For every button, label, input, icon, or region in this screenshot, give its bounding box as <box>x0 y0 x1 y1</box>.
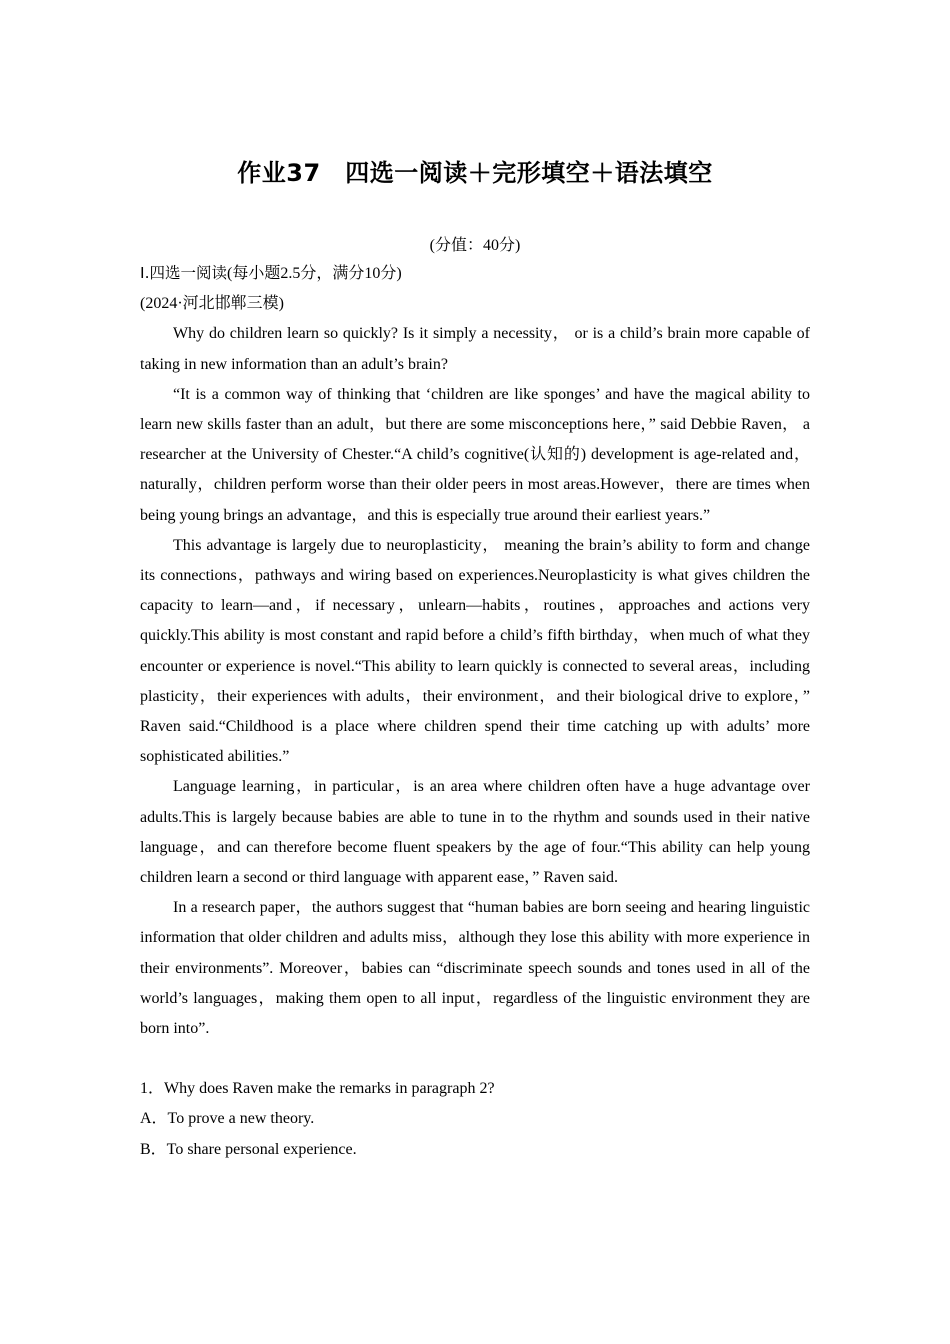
paragraph-2: “It is a common way of thinking that ‘children are like sponges’ and have the magical ability to learn new skills faster than an adult，but there are some misconceptions here，” said Debbie Raven， a researcher at the University of Chester.“A child’s cognitive(认知的) development is age-related and，naturally，children perform worse than their older peers in most areas.However，there are times when being young brings an advantage，and this is especially true around their earliest years.” <box>140 385 810 524</box>
section-note: (每小题2.5分，满分10分) <box>227 265 402 282</box>
paragraph-4: Language learning，in particular，is an area where children often have a huge advantage over adults.This is largely because babies are able to tune in to the rhythm and sounds used in their native language，and can therefore become fluent speakers by the age of four.“This ability can help young children learn a second or third language with apparent ease，” Raven said. <box>140 778 810 887</box>
section-heading <box>140 258 810 289</box>
source-line: (2024·河北邯郸三模) <box>140 295 284 313</box>
page-title: 作业37 四选一阅读＋完形填空＋语法填空 <box>237 159 713 187</box>
question-block <box>140 1074 810 1165</box>
section-title: Ⅰ.四选一阅读 <box>140 264 227 282</box>
option-b: B．To share personal experience. <box>140 1140 357 1158</box>
paragraph-5: In a research paper，the authors suggest that “human babies are born seeing and hearing linguistic information that older children and adults miss，although they lose this ability with more experience in their environments”. Moreover，babies can “discriminate speech sounds and tones used in all of the world’s languages，making them open to all input，regardless of the linguistic environment they are born into”. <box>140 899 810 1038</box>
option-a: A．To prove a new theory. <box>140 1110 315 1128</box>
paragraph-3: This advantage is largely due to neuroplasticity， meaning the brain’s ability to form and change its connections，pathways and wiring based on experiences.Neuroplasticity is what gives children the capacity to learn—and，if necessary，unlearn—habits，routines，approaches and actions very quickly.This ability is most constant and rapid before a child’s fifth birthday，when much of what they encounter or experience is novel.“This ability to learn quickly is connected to several areas，including plasticity，their experiences with adults，their environment，and their biological drive to explore，” Raven said.“Childhood is a place where children spend their time catching up with adults’ more sophisticated abilities.” <box>140 536 810 766</box>
score-line: (分值：40分) <box>429 237 521 254</box>
paragraph-1: Why do children learn so quickly? Is it simply a necessity， or is a child’s brain more capable of taking in new information than an adult’s brain? <box>140 325 810 373</box>
question-stem: 1．Why does Raven make the remarks in paragraph 2? <box>140 1080 495 1098</box>
content-body <box>140 258 810 1165</box>
